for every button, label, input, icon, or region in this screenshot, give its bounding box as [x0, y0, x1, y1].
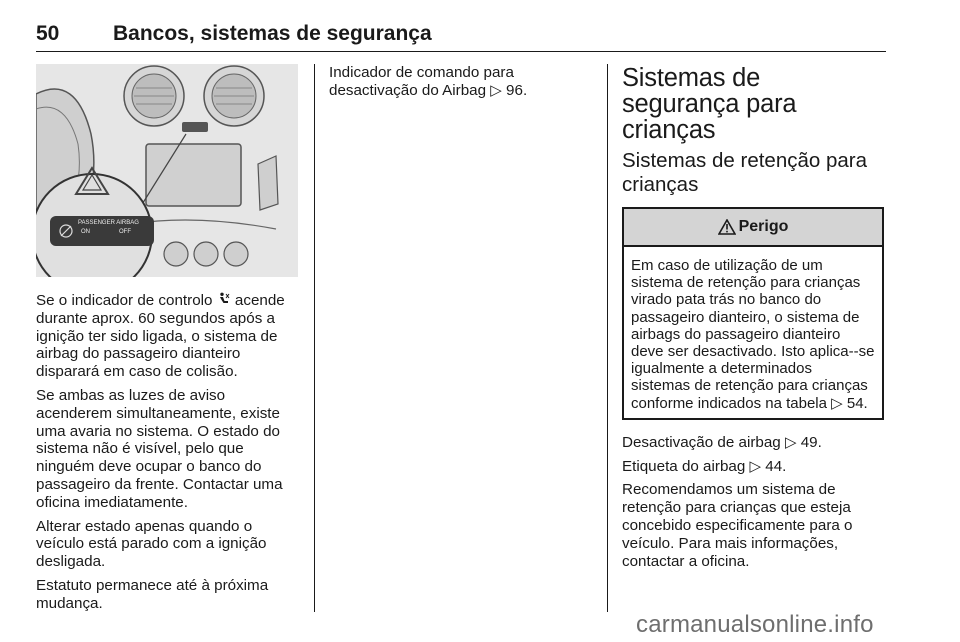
warning-text: Em caso de utilização de um sistema de retenção para crianças virado pata trás no banco do passageiro dianteiro, o sistema de airbags do passageiro dianteiro deve ser desactivado. Isto aplica--se igualmente a determinados sistemas de retenção para crianças conforme indicados na tabela ▷ 54. [631, 257, 875, 412]
watermark: carmanualsonline.info [636, 611, 874, 638]
figure-label-passenger-airbag: PASSENGER AIRBAG [78, 220, 139, 226]
page-number: 50 [36, 22, 60, 45]
subsection-heading: Sistemas de retenção para crianças [622, 149, 867, 196]
warning-body [624, 247, 882, 418]
section-heading: Sistemas de segurança para crianças [622, 64, 797, 144]
figure-label-on: ON [81, 229, 90, 235]
airbag-off-indicator-icon [217, 292, 231, 310]
column-divider-2 [607, 64, 608, 612]
page-reference-link[interactable]: 49. [800, 433, 822, 451]
paragraph-indicator: Se o indicador de controlo acende durante aprox. 60 segundos após a ignição ter sido ligada, o sistema de airbag do passageiro dianteiro disparará em caso de colisão. [36, 292, 285, 381]
page-reference-link[interactable]: 96. [506, 81, 528, 99]
xref-airbag-label: Etiqueta do airbag ▷ 44. [622, 457, 787, 475]
column-2 [329, 64, 591, 106]
danger-warning-box [622, 207, 884, 420]
running-title: Bancos, sistemas de segurança [113, 22, 432, 45]
column-divider-1 [314, 64, 315, 612]
page-reference-link[interactable]: 44. [765, 457, 787, 475]
page-header [36, 22, 886, 54]
page-reference-link[interactable]: 54. [846, 394, 868, 412]
figure-label-off: OFF [119, 229, 131, 235]
cross-reference-arrow-icon: ▷ [749, 457, 762, 475]
column-1 [36, 64, 298, 619]
warning-header [624, 209, 882, 247]
dashboard-illustration [36, 64, 298, 277]
cross-reference-arrow-icon: ▷ [831, 394, 843, 412]
header-rule [36, 51, 886, 52]
paragraph-change-state: Alterar estado apenas quando o veículo está parado com a ignição desligada. [36, 517, 267, 571]
paragraph-status-persists: Estatuto permanece até à próxima mudança. [36, 576, 269, 612]
paragraph-warning-lights: Se ambas as luzes de aviso acenderem simultaneamente, existe uma avaria no sistema. O estado do sistema não é visível, pelo que ninguém deve ocupar o banco do passageiro da frente. Contactar uma oficina imediatamente. [36, 386, 283, 511]
paragraph-airbag-indicator-ref: Indicador de comando para desactivação do Airbag ▷ 96. [329, 64, 528, 99]
warning-triangle-icon [718, 219, 736, 235]
paragraph-recommendation: Recomendamos um sistema de retenção para crianças que esteja concebido especificamente para o veículo. Para mais informações, contactar a oficina. [622, 481, 853, 570]
column-3 [622, 64, 884, 576]
warning-title: Perigo [738, 218, 789, 235]
cross-reference-arrow-icon: ▷ [784, 433, 797, 451]
cross-reference-arrow-icon: ▷ [490, 81, 502, 99]
dashboard-drawing [36, 64, 298, 277]
xref-airbag-deactivation: Desactivação de airbag ▷ 49. [622, 433, 822, 451]
